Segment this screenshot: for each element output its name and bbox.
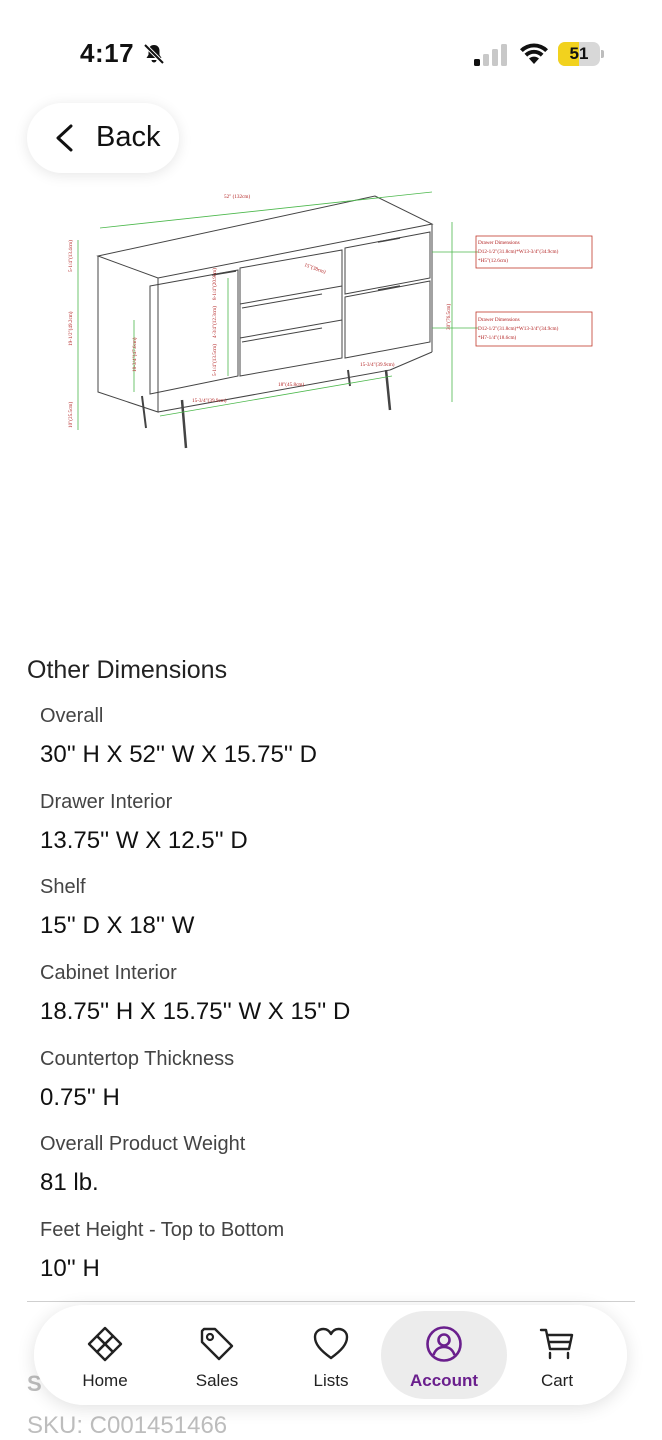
battery-indicator	[558, 42, 604, 66]
dim-bottom-left: 15-3/4"(39.9cm)	[192, 398, 227, 404]
home-icon	[86, 1325, 124, 1363]
status-bar	[0, 0, 662, 100]
dim-shelf-mid: 4-3/4"(12.3cm)	[212, 306, 218, 338]
dimension-label: Drawer Interior	[40, 790, 173, 813]
dimension-label: Overall	[40, 705, 104, 727]
dimension-item	[40, 1214, 630, 1300]
sku-text: SKU: C001451466	[27, 1412, 228, 1439]
nav-cart[interactable]	[494, 1311, 620, 1399]
drawer-dims-title-upper: Drawer Dimensions	[478, 240, 520, 246]
nav-sales[interactable]	[154, 1311, 280, 1399]
drawer-dims-upper-height: *H5"(12.6cm)	[478, 258, 508, 264]
dim-bottom-center: 18"(45.8cm)	[278, 382, 305, 388]
dimensions-list	[40, 700, 630, 1300]
tag-icon	[198, 1325, 236, 1363]
account-icon	[425, 1325, 463, 1363]
nav-label-cart: Cart	[540, 1371, 574, 1390]
cellular-signal-icon	[474, 44, 508, 66]
nav-label-sales: Sales	[195, 1371, 239, 1390]
dim-overall-width: 52" (132cm)	[224, 194, 251, 200]
dimension-value: 0.75'' H	[40, 1083, 120, 1111]
dim-bottom-right: 15-3/4"(39.9cm)	[360, 362, 395, 368]
drawer-dims-title-lower: Drawer Dimensions	[478, 317, 520, 323]
dimension-item	[40, 957, 630, 1043]
drawer-dims-lower-height: *H7-1/4"(18.6cm)	[478, 335, 517, 341]
dimension-item	[40, 1043, 630, 1129]
dim-left-bottom: 10"(25.5cm)	[68, 401, 74, 428]
dimension-value: 18.75'' H X 15.75'' W X 15'' D	[40, 998, 351, 1026]
nav-home[interactable]	[42, 1311, 168, 1399]
heart-icon	[312, 1325, 350, 1363]
dimension-value: 81 lb.	[40, 1169, 99, 1197]
dimension-item	[40, 700, 630, 786]
dimension-label: Countertop Thickness	[40, 1047, 235, 1070]
cart-icon	[538, 1325, 576, 1363]
dimension-label: Cabinet Interior	[40, 962, 177, 985]
nav-label-home: Home	[82, 1371, 128, 1390]
section-heading-partial: S	[27, 1371, 42, 1396]
dim-shelf-depth: 15"(38cm)	[303, 262, 327, 276]
dimension-value: 30'' H X 52'' W X 15.75'' D	[40, 741, 317, 768]
dim-left-top: 5-1/4"(13.4cm)	[68, 240, 74, 272]
nav-label-account: Account	[410, 1371, 478, 1390]
dimension-item	[40, 1128, 630, 1214]
bell-slash-icon	[142, 42, 166, 66]
chevron-left-icon	[53, 124, 75, 152]
dim-shelf-top: 8-1/4"(20.9cm)	[212, 268, 218, 300]
dimension-value: 15'' D X 18'' W	[40, 912, 195, 940]
dimension-label: Shelf	[40, 876, 86, 899]
nav-account[interactable]	[381, 1311, 507, 1399]
bottom-navigation	[34, 1305, 627, 1405]
dimension-item	[40, 786, 630, 872]
dimension-value: 10'' H	[40, 1255, 100, 1283]
wifi-icon	[518, 40, 550, 66]
product-dimension-diagram	[60, 180, 600, 460]
battery-level: 51	[569, 44, 589, 63]
drawer-dims-lower: D12-1/2"(31.8cm)*W13-3/4"(34.9cm)	[478, 326, 559, 332]
status-time: 4:17	[80, 38, 135, 68]
dimension-label: Overall Product Weight	[40, 1133, 246, 1156]
back-label: Back	[96, 121, 161, 153]
nav-lists[interactable]	[268, 1311, 394, 1399]
drawer-dims-upper: D12-1/2"(31.8cm)*W13-3/4"(34.9cm)	[478, 249, 559, 255]
dim-shelf-bottom: 5-1/4"(13.5cm)	[212, 344, 218, 376]
dim-right-height: 30"(76.5cm)	[446, 303, 452, 330]
dimension-value: 13.75'' W X 12.5'' D	[40, 826, 248, 854]
dimension-item	[40, 871, 630, 957]
nav-label-lists: Lists	[313, 1371, 349, 1390]
dim-left-mid: 19-1/2"(49.2cm)	[68, 311, 74, 346]
dim-door-height: 18-3/4"(47.6cm)	[132, 337, 138, 372]
section-divider	[27, 1301, 635, 1302]
dimension-label: Feet Height - Top to Bottom	[40, 1219, 285, 1242]
other-dimensions-heading: Other Dimensions	[27, 656, 228, 684]
back-button[interactable]	[27, 103, 179, 173]
